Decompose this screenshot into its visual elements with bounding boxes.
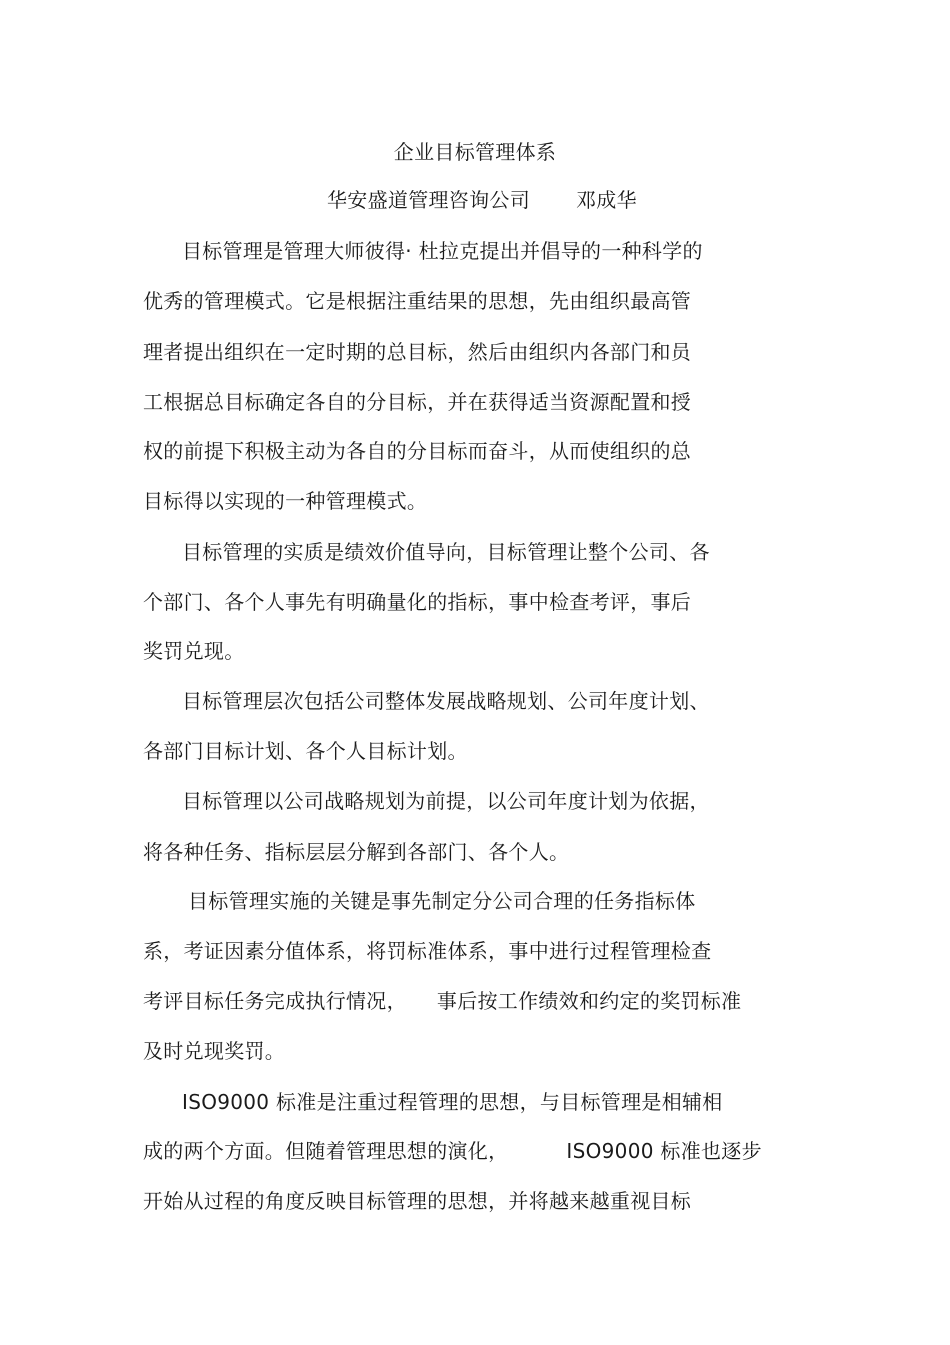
paragraph-line: 个部门、各个人事先有明确量化的指标，事中检查考评，事后: [143, 590, 692, 614]
paragraph-line: 各部门目标计划、各个人目标计划。: [143, 739, 468, 763]
paragraph-segment: 考评目标任务完成执行情况，: [143, 989, 407, 1013]
author-name: 邓成华: [576, 188, 637, 212]
paragraph-line: 及时兑现奖罚。: [143, 1039, 286, 1063]
paragraph-line: 优秀的管理模式。它是根据注重结果的思想，先由组织最高管: [143, 289, 692, 313]
paragraph-segment: 事后按工作绩效和约定的奖罚标准: [436, 989, 742, 1013]
paragraph-line: 目标管理的实质是绩效价值导向，目标管理让整个公司、各: [182, 540, 710, 564]
paragraph-line: 理者提出组织在一定时期的总目标，然后由组织内各部门和员: [143, 340, 692, 364]
paragraph-line: 目标管理实施的关键是事先制定分公司合理的任务指标体: [188, 889, 696, 913]
paragraph-line: [143, 1137, 762, 1165]
paragraph-line: 将各种任务、指标层层分解到各部门、各个人。: [143, 840, 570, 864]
paragraph-line: 系，考证因素分值体系，将罚标准体系，事中进行过程管理检查: [143, 939, 712, 963]
paragraph-line: 工根据总目标确定各自的分目标，并在获得适当资源配置和授: [143, 390, 692, 414]
paragraph-line: 目标得以实现的一种管理模式。: [143, 489, 428, 513]
author-byline: [327, 186, 637, 214]
paragraph-segment: 成的两个方面。但随着管理思想的演化，: [143, 1139, 509, 1163]
paragraph-line: [143, 987, 741, 1015]
paragraph-line: 权的前提下积极主动为各自的分目标而奋斗，从而使组织的总: [143, 439, 692, 463]
paragraph-segment: ISO9000 标准也逐步: [566, 1139, 762, 1163]
paragraph-line: 奖罚兑现。: [143, 639, 245, 663]
paragraph-line: 目标管理以公司战略规划为前提，以公司年度计划为依据，: [182, 789, 710, 813]
paragraph-line: ISO9000 标准是注重过程管理的思想，与目标管理是相辅相: [182, 1090, 723, 1114]
paragraph-line: 目标管理层次包括公司整体发展战略规划、公司年度计划、: [182, 689, 710, 713]
author-organization: 华安盛道管理咨询公司: [327, 188, 530, 212]
paragraph-line: 目标管理是管理大师彼得· 杜拉克提出并倡导的一种科学的: [182, 239, 703, 263]
paragraph-line: 开始从过程的角度反映目标管理的思想，并将越来越重视目标: [143, 1189, 692, 1213]
document-title: 企业目标管理体系: [393, 140, 557, 164]
